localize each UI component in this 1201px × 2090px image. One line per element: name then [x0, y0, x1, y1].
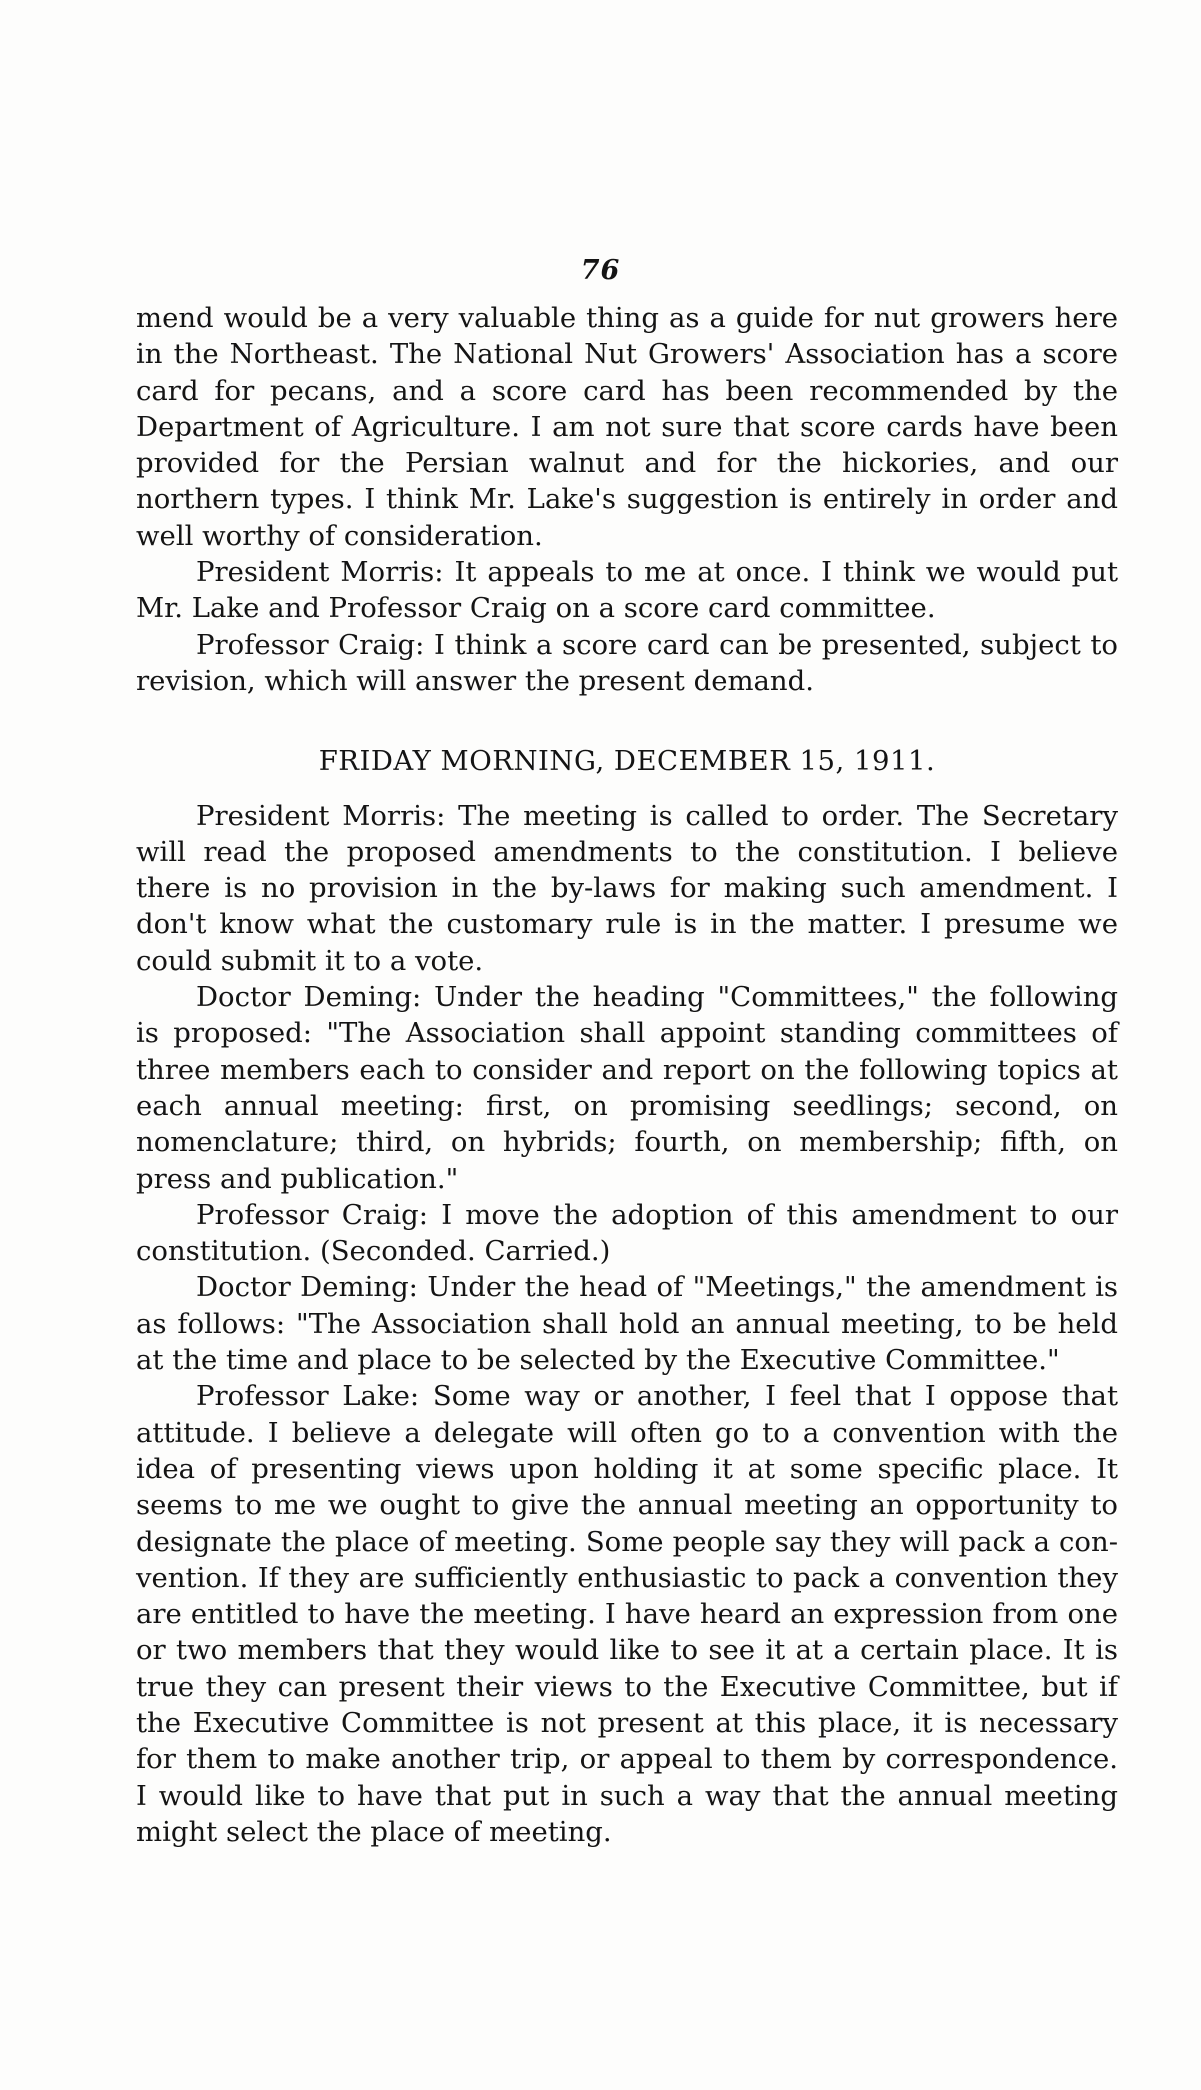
speaker-name: President Morris: [196, 799, 446, 832]
paragraph-text: The meeting is called to order. The Secretary will read the proposed amendments to the constitution. I believe there is no provision in the by-laws for making such amendment. I don't know what the customary rule is in the matter. I presume we could submit it to a vote. [136, 799, 1118, 977]
paragraph-professor-craig [136, 627, 1118, 700]
paragraph-text: Under the heading "Committees," the following is proposed: "The Association shall appoint standing committees of three members each to consider and report on the following topics at each annual meeting: first, on promising seedlings; second, on nomenclature; third, on hybrids; fourth, on membership; fifth, on press and publication." [136, 981, 1119, 1195]
paragraph-text: Under the head of "Meetings," the amendment is as follows: "The Association shall hold an annual meeting, to be held at the time and place to be selected by the Executive Committee." [136, 1271, 1118, 1377]
section-heading: FRIDAY MORNING, DECEMBER 15, 1911. [318, 745, 936, 778]
paragraph-text: It appeals to me at once. I think we would put Mr. Lake and Professor Craig on a score card committee. [136, 556, 1118, 625]
speaker-name: Professor Craig: [196, 628, 425, 661]
paragraph-text: I think a score card can be presented, subject to revision, which will answer the present demand. [136, 628, 1118, 697]
paragraph-doctor-deming [136, 1269, 1118, 1378]
paragraph-professor-lake [136, 1378, 1118, 1850]
paragraph-text: I move the adoption of this amendment to our constitution. (Seconded. Carried.) [136, 1198, 1118, 1268]
speaker-name: Professor Lake: [196, 1380, 420, 1413]
page-number: 76 [580, 255, 621, 286]
speaker-name: President Morris: [196, 556, 444, 589]
paragraph-doctor-deming [136, 979, 1118, 1197]
speaker-name: Doctor Deming: [196, 981, 422, 1014]
body-text [136, 300, 1118, 1850]
paragraph-professor-craig [136, 1197, 1118, 1270]
paragraph-president-morris [136, 554, 1118, 627]
paragraph-president-morris [136, 798, 1118, 979]
paragraph-text: Some way or another, I feel that I oppose that attitude. I believe a delegate will often go to a convention with the idea of presenting views upon holding it at some specific place. It seems to me we ought to give the annual meeting an opportunity to designate the place of meeting. Some people say they will pack a convention. If they are sufficiently enthusiastic to pack a convention they are entitled to have the meeting. I have heard an expression from one or two members that they would like to see it at a certain place. It is true they can present their views to the Executive Committee, but if the Executive Committee is not present at this place, it is necessary for them to make another trip, or appeal to them by correspondence. I would like to have that put in such a way that the annual meeting might select the place of meeting. [136, 1380, 1119, 1848]
paragraph-continuation [136, 300, 1118, 554]
speaker-name: Doctor Deming: [196, 1271, 418, 1304]
speaker-name: Professor Craig: [196, 1198, 429, 1231]
paragraph-text: mend would be a very valuable thing as a guide for nut growers here in the Northeast. The National Nut Growers' Association has a score card for pecans, and a score card has been recommended by the Department of Agriculture. I am not sure that score cards have been provided for the Persian walnut and for the hickories, and our northern types. I think Mr. Lake's suggestion is entirely in order and well worthy of consideration. [136, 302, 1118, 552]
